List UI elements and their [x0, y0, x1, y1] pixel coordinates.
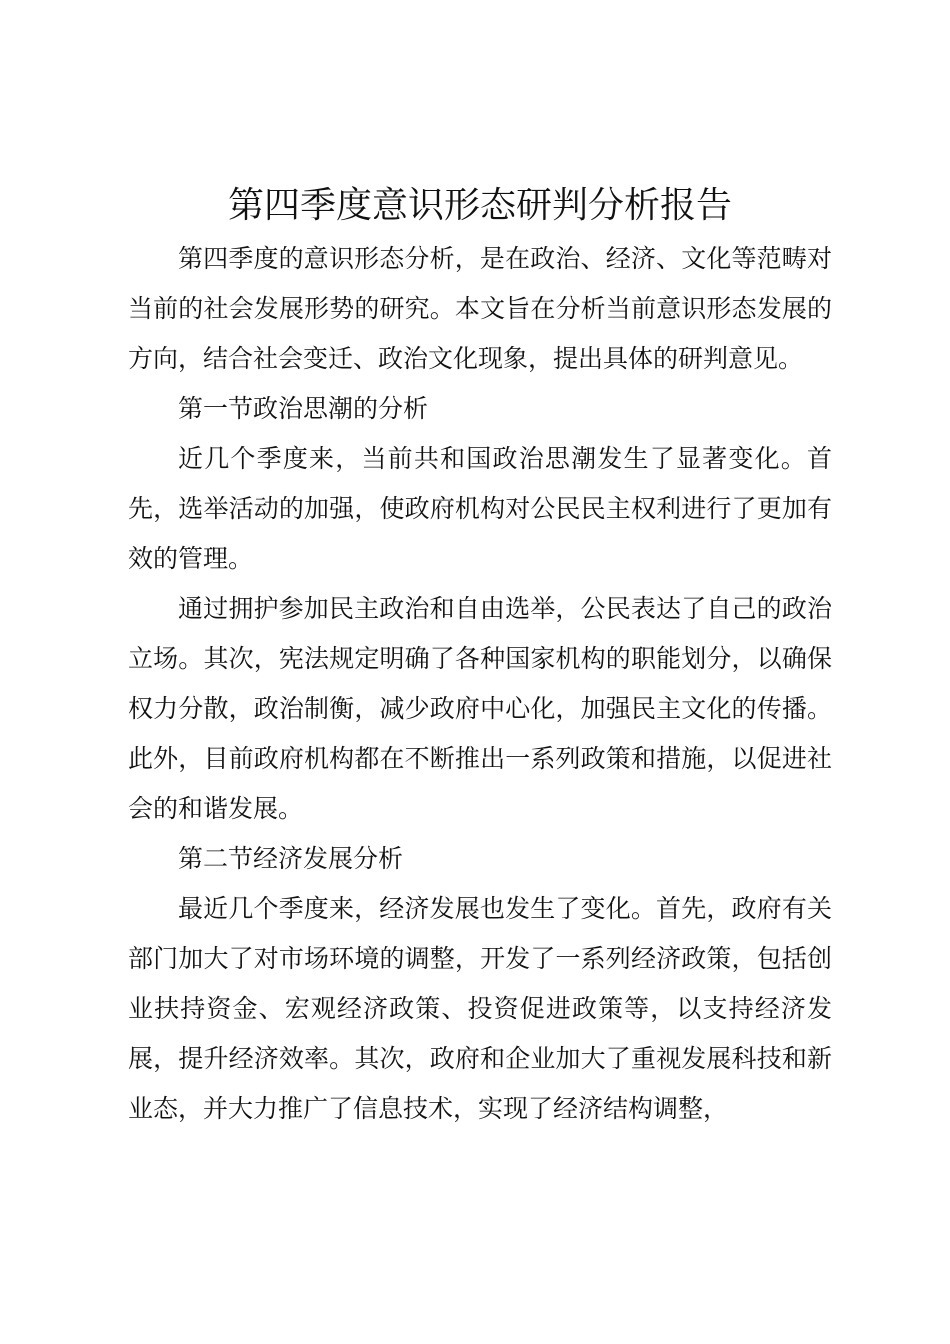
intro-paragraph: 第四季度的意识形态分析，是在政治、经济、文化等范畴对当前的社会发展形势的研究。本文旨在分析当前意识形态发展的方向，结合社会变迁、政治文化现象，提出具体的研判意见。 [128, 244, 832, 373]
section-paragraph: 最近几个季度来，经济发展也发生了变化。首先，政府有关部门加大了对市场环境的调整，开发了一系列经济政策，包括创业扶持资金、宏观经济政策、投资促进政策等，以支持经济发展，提升经济效率。其次，政府和企业加大了重视发展科技和新业态，并大力推广了信息技术，实现了经济结构调整， [128, 894, 832, 1123]
document-page [128, 178, 832, 1134]
section-heading-economy: 第二节经济发展分析 [178, 844, 404, 873]
section-paragraph: 近几个季度来，当前共和国政治思潮发生了显著变化。首先，选举活动的加强，使政府机构对公民民主权利进行了更加有效的管理。 [128, 444, 832, 573]
document-title: 第四季度意识形态研判分析报告 [227, 185, 732, 226]
section-heading-politics: 第一节政治思潮的分析 [178, 394, 429, 423]
section-paragraph: 通过拥护参加民主政治和自由选举，公民表达了自己的政治立场。其次，宪法规定明确了各种国家机构的职能划分，以确保权力分散，政治制衡，减少政府中心化，加强民主文化的传播。此外，目前政府机构都在不断推出一系列政策和措施，以促进社会的和谐发展。 [128, 594, 832, 823]
